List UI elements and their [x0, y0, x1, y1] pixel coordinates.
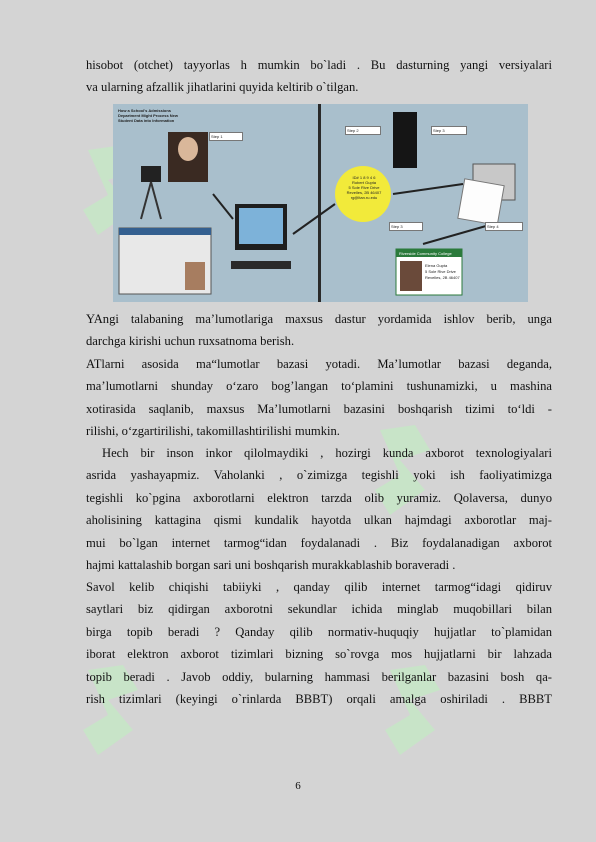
text-line: birga topib beradi ? Qanday qilib normativ-huquqiy hujjatlar to`plamidan: [86, 624, 552, 639]
information-age-paragraph: [86, 442, 552, 576]
id-card-name: Elena Gupta: [425, 263, 448, 268]
text-line: YAngi talabaning ma’lumotlariga maxsus dastur yordamida ishlov berib, unga: [86, 312, 552, 326]
id-card-title: Riverside Community College: [399, 251, 452, 256]
text-line: tegishli ko`pgina axborotlarni elektron tarzda olib yuramiz. Qolaversa, dunyo: [86, 490, 552, 505]
text-line: hisobot (otchet) tayyorlas h mumkin bo`ladi . Bu dasturning yangi versiyalari: [86, 58, 552, 72]
id-card-address: 5 Sole Rive Drive: [425, 269, 456, 274]
text-line: mui bo`lgan internet tarmog“idan foydalanadi . Biz foydalanadigan axborot: [86, 535, 552, 550]
id-card-city: Revelles, 2B 46407: [425, 275, 460, 280]
text-line: hajmi kattalashib borgan sari uni boshqarish murakkablashib boraveradi .: [86, 557, 456, 572]
text-line: darchga kirishi uchun ruxsatnoma berish.: [86, 334, 295, 349]
text-line: aholisining kattagina qismi kundalik hayotda ulkan hajmdagi axborotlar maj-: [86, 513, 552, 528]
text-line: iborat elektron axborot tizimlari bizning so`rovga mos hujjatlarni bir lahzada: [86, 647, 552, 662]
dbms-paragraph: [86, 576, 552, 710]
database-definition-paragraph: [86, 353, 552, 443]
student-record-text: ID# 1 8 9 4 6 Robert Gupta 5 Sole Rive Drive Revelles, 2B 46407 rg@ltan.ru.edu: [346, 175, 382, 200]
text-line: topib beradi . Javob oddiy, bularning hammasi berilganlar bazasini bosh qa-: [86, 669, 552, 684]
text-line: rish tizimlari (keyingi o`rinlarda BBBT) orqali amalga oshiriladi . BBBT: [86, 691, 552, 706]
text-line: Hech bir inson inkor qilolmaydiki , hozirgi kunda axborot texnologiyalari: [102, 446, 552, 460]
text-line: rilishi, o‘zgartirilishi, takomillashtirilishi mumkin.: [86, 424, 340, 439]
admissions-process-figure: [113, 104, 528, 302]
text-line: Savol kelib chiqishi tabiiyki , qanday qilib internet tarmog“idagi qidiruv: [86, 580, 552, 594]
step-3b-label: Step 3: [389, 222, 423, 231]
step-4-label: Step 4: [485, 222, 523, 231]
text-line: asrida yashayapmiz. Vaholanki , o`zimizga tegishli yoki ish faoliyatimizga: [86, 468, 552, 483]
step-3-label: Step 3: [431, 126, 467, 135]
text-line: ATlarni asosida ma“lumotlar bazasi yotadi. Ma’lumotlar bazasi deganda,: [86, 357, 552, 371]
step-1-label: Step 1: [209, 132, 243, 141]
text-line: xotirasida saqlanib, maxsus Ma’lumotlarni bazasini boshqarish tizimi to‘ldi -: [86, 401, 552, 416]
page-number: 6: [295, 780, 301, 792]
text-line: saytlari biz qidirgan axborotni sekundlar ichida minglab muqobillari bilan: [86, 602, 552, 617]
figure-title: How a School's Admissions Department Might Process New Student Data into Information: [118, 108, 179, 123]
intro-paragraph: [86, 54, 552, 99]
text-line: ma’lumotlarni shunday o‘zaro bog’langan to‘plamini tushunamizki, u mashina: [86, 379, 552, 394]
step-2-label: Step 2: [345, 126, 381, 135]
text-line: va ularning afzallik jihatlarini quyida keltirib o`tilgan.: [86, 80, 359, 95]
caption-paragraph: [86, 308, 552, 353]
